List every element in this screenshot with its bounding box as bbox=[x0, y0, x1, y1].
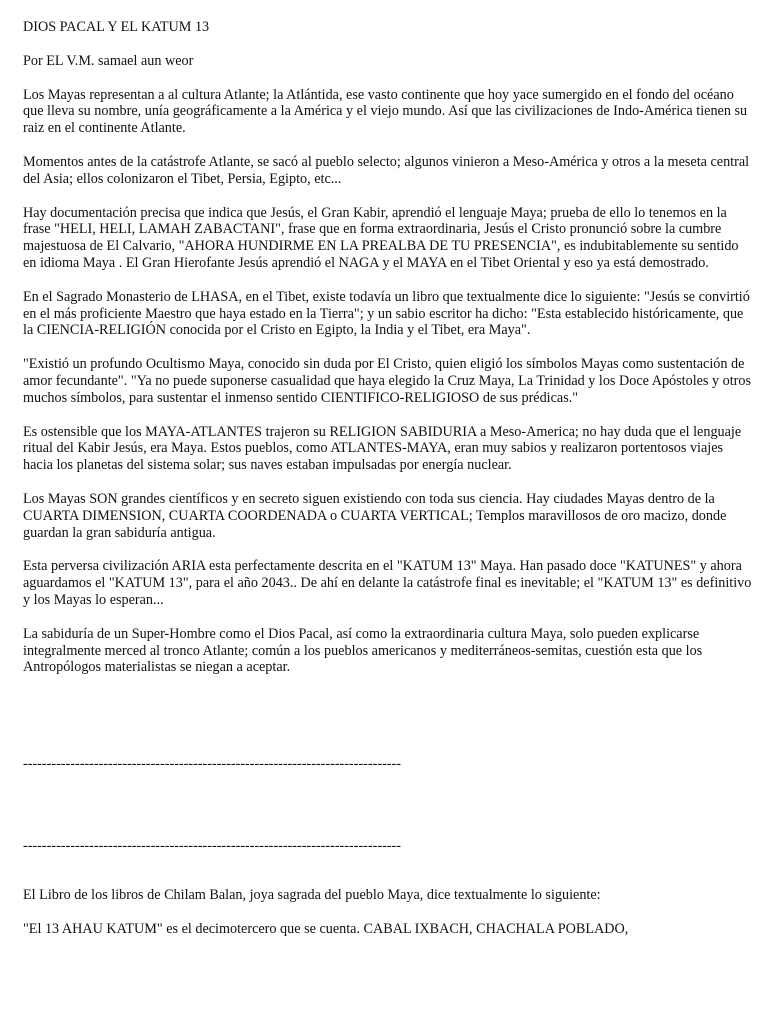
body-paragraph: Los Mayas SON grandes científicos y en secreto siguen existiendo con toda sus ciencia. Hay ciudades Mayas dentro de la CUARTA DIMENSION, CUARTA COORDENADA o CUARTA VERTICAL; Templos maravillosos de oro macizo, donde guardan la gran sabiduría antigua. bbox=[23, 490, 727, 541]
blank-space bbox=[23, 773, 753, 838]
closing-paragraph: El Libro de los libros de Chilam Balan, joya sagrada del pueblo Maya, dice textualmente lo siguiente: bbox=[23, 886, 601, 903]
body-paragraph: Hay documentación precisa que indica que Jesús, el Gran Kabir, aprendió el lenguaje Maya; prueba de ello lo tenemos en la frase "HELI, HELI, LAMAH ZABACTANI", frase que en forma extraordinaria, Jesús el Cristo pronunció sobre la cumbre majestuosa de El Calvario, "AHORA HUNDIRME EN LA PREALBA DE TU PRESENCIA", es indubitablemente su sentido en idioma Maya . El Gran Hierofante Jesús aprendió el NAGA y el MAYA en el Tibet Oriental y eso ya está demostrado. bbox=[23, 204, 739, 271]
body-paragraph: En el Sagrado Monasterio de LHASA, en el Tibet, existe todavía un libro que textualmente dice lo siguiente: "Jesús se convirtió en el más proficiente Maestro que haya estado en la Tierra"; y un sabio escritor ha dicho: "Esta establecido históricamente, que la CIENCIA-RELIGIÓN conocida por el Cristo en Egipto, la India y el Tibet, era Maya". bbox=[23, 288, 750, 339]
document-author: Por EL V.M. samael aun weor bbox=[23, 52, 194, 69]
blank-space bbox=[23, 855, 753, 887]
body-paragraph: "Existió un profundo Ocultismo Maya, conocido sin duda por El Cristo, quien eligió los símbolos Mayas como sustentación de amor fecundante". "Ya no puede suponerse casualidad que haya elegido la Cruz Maya, La Trinidad y los Doce Apóstoles y otros muchos símbolos, para sustentar el inmenso sentido CIENTIFICO-RELIGIOSO de sus prédicas." bbox=[23, 356, 752, 406]
body-paragraph: Es ostensible que los MAYA-ATLANTES trajeron su RELIGION SABIDURIA a Meso-America; no hay duda que el lenguaje ritual del Kabir Jesús, era Maya. Estos pueblos, como ATLANTES-MAYA, eran muy sabios y realizaron portentosos viajes hacia los planetas del sistema solar; sus naves estaban impulsadas por energía nuclear. bbox=[23, 423, 742, 474]
body-paragraph: Momentos antes de la catástrofe Atlante, se sacó al pueblo selecto; algunos vinieron a Meso-América y otros a la meseta central del Asia; ellos colonizaron el Tibet, Persia, Egipto, etc... bbox=[23, 153, 750, 187]
body-paragraph: Los Mayas representan a al cultura Atlante; la Atlántida, ese vasto continente que hoy yace sumergido en el fondo del océano que lleva su nombre, unía geográficamente a la América y el viejo mundo. Así que las civilizaciones de Indo-América tienen su raiz en el continente Atlante. bbox=[23, 86, 748, 137]
body-paragraph: La sabiduría de un Super-Hombre como el Dios Pacal, así como la extraordinaria cultura Maya, solo pueden explicarse integralmente merced al tronco Atlante; común a los pueblos americanos y mediterráneos-semitas, cuestión esta que los Antropólogos materialistas se niegan a aceptar. bbox=[23, 625, 703, 676]
closing-paragraph: "El 13 AHAU KATUM" es el decimotercero que se cuenta. CABAL IXBACH, CHACHALA POBLADO, bbox=[23, 920, 629, 937]
body-paragraph: Esta perversa civilización ARIA esta perfectamente descrita en el "KATUM 13" Maya. Han pasado doce "KATUNES" y ahora aguardamos el "KATUM 13", para el año 2043.. De ahí en delante la catástrofe final es inevitable; el "KATUM 13" es definitivo y los Mayas lo esperan... bbox=[23, 558, 752, 608]
horizontal-rule-separator: -------------------------------------------------------------------------------- bbox=[23, 756, 401, 773]
horizontal-rule-separator: -------------------------------------------------------------------------------- bbox=[23, 837, 401, 854]
document-title: DIOS PACAL Y EL KATUM 13 bbox=[23, 19, 210, 35]
document-page bbox=[23, 19, 753, 954]
blank-space bbox=[23, 693, 753, 756]
